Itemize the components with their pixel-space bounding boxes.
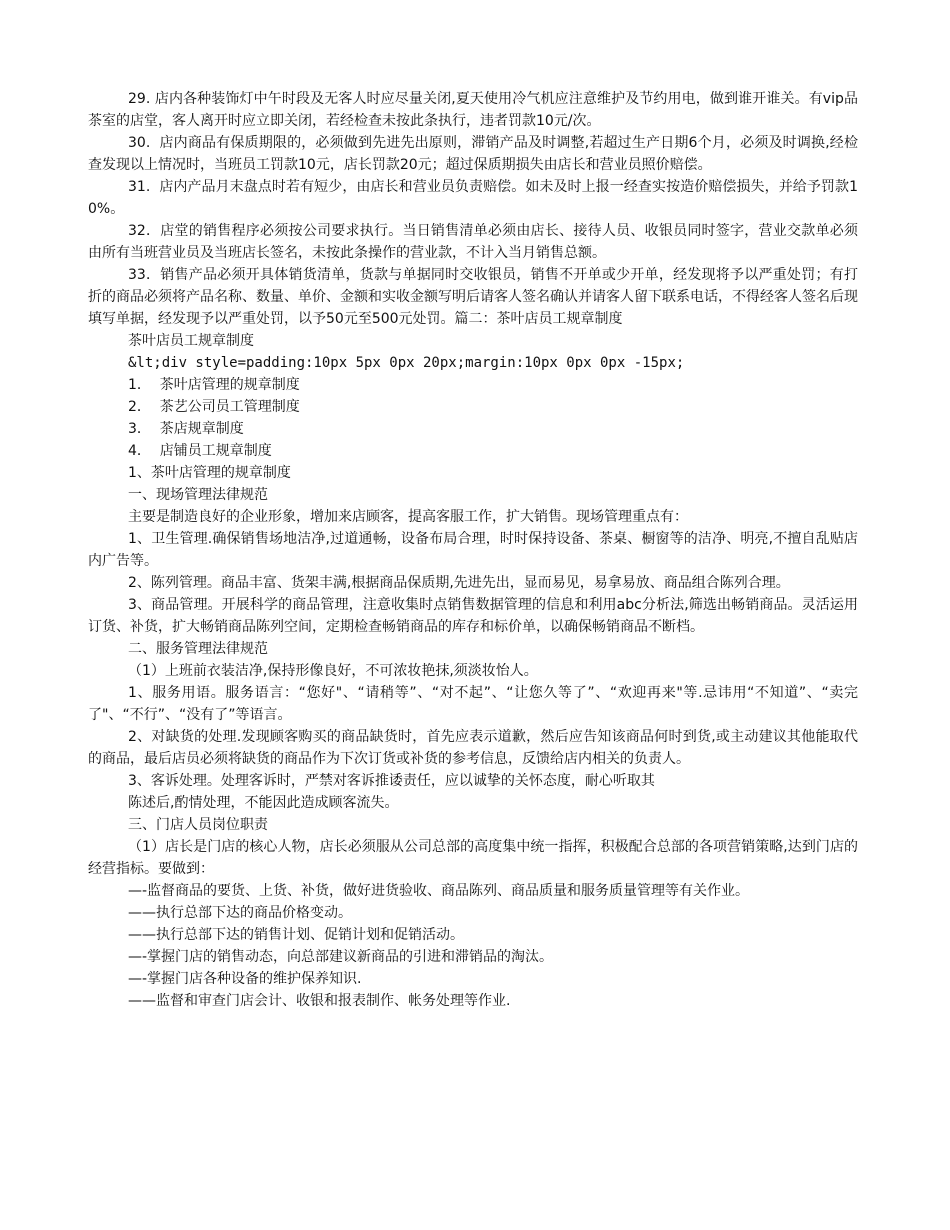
heading-service-management: 二、服务管理法律规范 <box>128 641 268 657</box>
duty-item: ——执行总部下达的商品价格变动。 <box>128 905 352 921</box>
duty-item: —-掌握门店的销售动态，向总部建议新商品的引进和滞销品的淘汰。 <box>128 949 554 965</box>
toc-item: 3． 茶店规章制度 <box>128 421 244 437</box>
body-paragraph: （1）上班前衣装洁净,保持形像良好，不可浓妆艳抹,须淡妆怡人。 <box>128 663 538 679</box>
rule-31-paragraph: 31. 店内产品月末盘点时若有短少，由店长和营业员负责赔偿。如未及时上报一经查实按造价赔偿损失，并给予罚款10%。 <box>88 179 858 217</box>
heading-site-management: 一、现场管理法律规范 <box>128 487 268 503</box>
rule-33-paragraph: 33．销售产品必须开具体销货清单，货款与单据同时交收银员，销售不开单或少开单，经发现将予以严重处罚；有打折的商品必须将产品名称、数量、单价、金额和实收金额写明后请客人签名确认并请客人留下联系电话，不得经客人签名后现填写单据，经发现予以严重处罚，以予50元至500元处罚。篇二：茶叶店员工规章制度 <box>88 267 858 327</box>
duty-item: ——监督和审查门店会计、收银和报表制作、帐务处理等作业. <box>128 993 511 1009</box>
body-paragraph: 主要是制造良好的企业形象，增加来店顾客，提高客服工作，扩大销售。现场管理重点有： <box>128 509 688 525</box>
duty-item: —-监督商品的要货、上货、补货，做好进货验收、商品陈列、商品质量和服务质量管理等有关作业。 <box>128 883 750 899</box>
list-item: 2、陈列管理。商品丰富、货架丰满,根据商品保质期,先进先出，显而易见，易拿易放、商品组合陈列合理。 <box>128 575 790 591</box>
list-item: 1、服务用语。服务语言：“您好"、“请稍等”、“对不起”、“让您久等了”、“欢迎再来"等.忌讳用“不知道”、“卖完了"、“不行”、“没有了”等语言。 <box>88 685 858 723</box>
heading-store-duties: 三、门店人员岗位职责 <box>128 817 268 833</box>
document-body <box>88 88 858 1012</box>
html-snippet-line: &lt;div style=padding:10px 5px 0px 20px;margin:10px 0px 0px -15px; <box>128 355 685 371</box>
list-item: 3、客诉处理。处理客诉时，严禁对客诉推诿责任，应以诚挚的关怀态度，耐心听取其 <box>128 773 655 789</box>
subsection-title: 1、茶叶店管理的规章制度 <box>128 465 291 481</box>
list-item: 1、卫生管理.确保销售场地洁净,过道通畅，设备布局合理，时时保持设备、茶桌、橱窗等的洁净、明亮,不擅自乱贴店内广告等。 <box>88 531 858 569</box>
body-paragraph: （1）店长是门店的核心人物，店长必须服从公司总部的高度集中统一指挥，积极配合总部的各项营销策略,达到门店的经营指标。要做到： <box>88 839 858 877</box>
list-item: 3、商品管理。开展科学的商品管理，注意收集时点销售数据管理的信息和利用abc分析法,筛选出畅销商品。灵活运用订货、补货，扩大畅销商品陈列空间，定期检查畅销商品的库存和标价单，以确保畅销商品不断档。 <box>88 597 858 635</box>
list-item: 2、对缺货的处理.发现顾客购买的商品缺货时，首先应表示道歉，然后应告知该商品何时到货,或主动建议其他能取代的商品，最后店员必须将缺货的商品作为下次订货或补货的参考信息，反馈给店内相关的负责人。 <box>88 729 858 767</box>
rule-30-paragraph: 30. 店内商品有保质期限的，必须做到先进先出原则，滞销产品及时调整,若超过生产日期6个月，必须及时调换,经检查发现以上情况时，当班员工罚款10元，店长罚款20元；超过保质期损失由店长和营业员照价赔偿。 <box>88 135 858 173</box>
toc-item: 1． 茶叶店管理的规章制度 <box>128 377 300 393</box>
rule-32-paragraph: 32．店堂的销售程序必须按公司要求执行。当日销售清单必须由店长、接待人员、收银员同时签字，营业交款单必须由所有当班营业员及当班店长签名，未按此条操作的营业款，不计入当月销售总额。 <box>88 223 858 261</box>
duty-item: —-掌握门店各种设备的维护保养知识. <box>128 971 362 987</box>
section-title: 茶叶店员工规章制度 <box>128 333 254 349</box>
toc-item: 2． 茶艺公司员工管理制度 <box>128 399 300 415</box>
duty-item: ——执行总部下达的销售计划、促销计划和促销活动。 <box>128 927 464 943</box>
body-paragraph: 陈述后,酌情处理，不能因此造成顾客流失。 <box>128 795 399 811</box>
rule-29-paragraph: 29. 店内各种装饰灯中午时段及无客人时应尽量关闭,夏天使用冷气机应注意维护及节约用电，做到谁开谁关。有vip品茶室的店堂，客人离开时应立即关闭，若经检查未按此条执行，违者罚款10元/次。 <box>88 91 858 129</box>
toc-item: 4． 店铺员工规章制度 <box>128 443 272 459</box>
